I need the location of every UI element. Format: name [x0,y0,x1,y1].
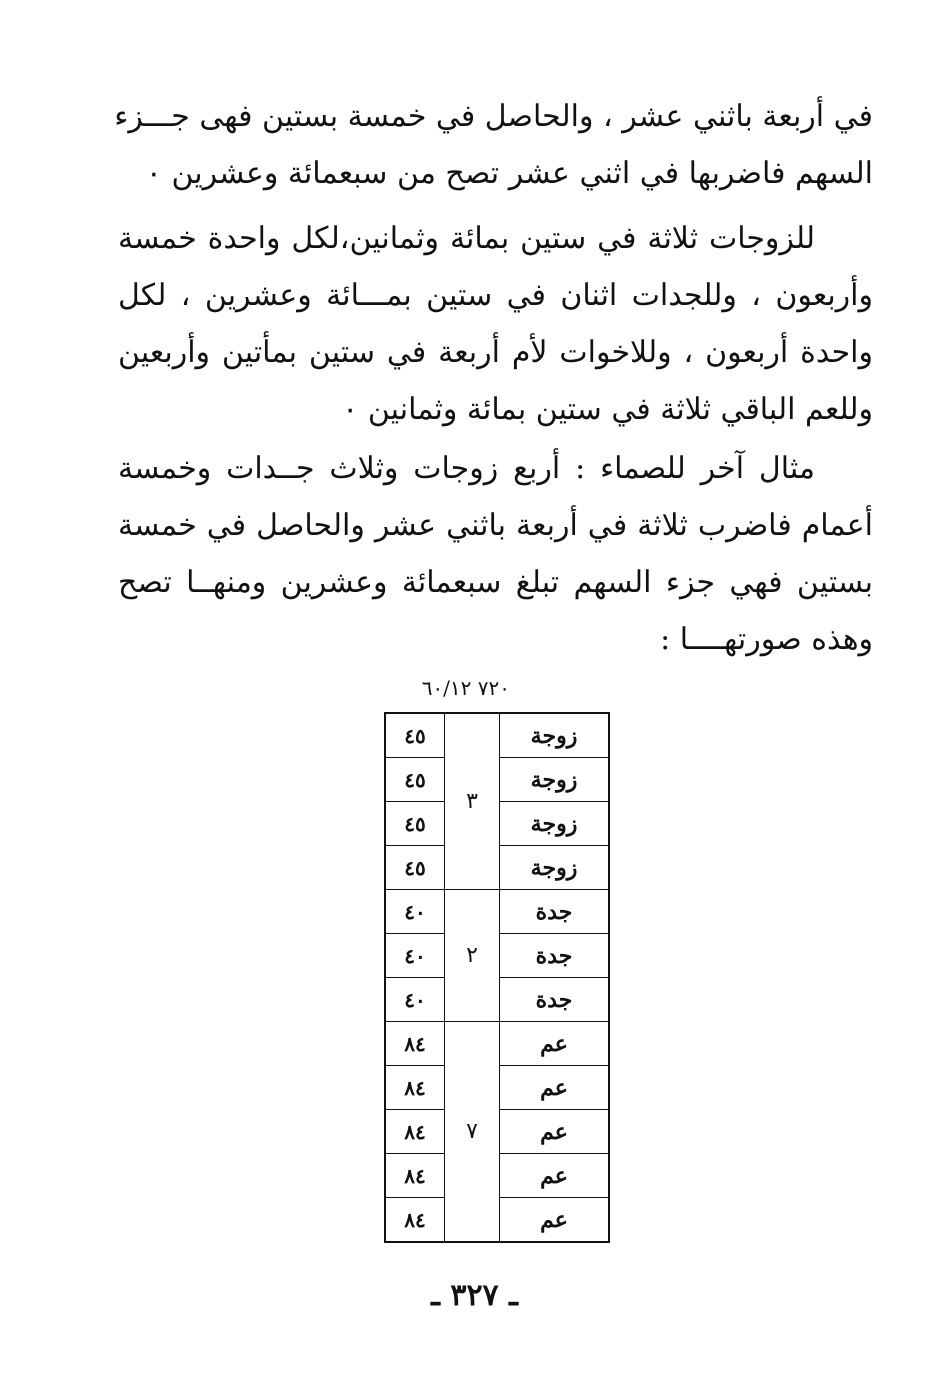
table-row [385,1022,609,1066]
text-line: واحدة أربعون ، وللاخوات لأم أربعة في ستين بمأتين وأربعين [118,335,874,370]
group-count-cell: ٢ [445,890,500,1022]
inheritance-table-wrapper [384,712,610,1243]
page-number: ـ ٣٢٧ ـ [431,1278,518,1313]
table-row [385,713,609,758]
text-line: وأربعون ، وللجدات اثنان في ستين بمـــائة وعشرين ، لكل [118,278,873,313]
table-row [385,890,609,934]
share-cell: ٤٥ [385,802,445,846]
heir-name-cell: زوجة [500,846,610,890]
heir-name-cell: زوجة [500,802,610,846]
text-line: بستين فهي جزء السهم تبلغ سبعمائة وعشرين ومنهــا تصح [118,565,873,600]
share-cell: ٨٤ [385,1198,445,1243]
text-line: وهذه صورتهــــا : [660,622,873,657]
text-line: السهم فاضربها في اثني عشر تصح من سبعمائة وعشرين ٠ [145,156,873,191]
paragraph-3 [118,440,873,668]
text-line: وللعم الباقي ثلاثة في ستين بمائة وثمانين ٠ [342,392,873,427]
heir-name-cell: عم [500,1198,610,1243]
share-cell: ٨٤ [385,1066,445,1110]
heir-name-cell: جدة [500,978,610,1022]
share-cell: ٤٠ [385,978,445,1022]
heir-name-cell: جدة [500,934,610,978]
heir-name-cell: زوجة [500,713,610,758]
share-cell: ٤٥ [385,758,445,802]
text-line: للزوجات ثلاثة في ستين بمائة وثمانين،لكل واحدة خمسة [118,221,815,256]
share-cell: ٨٤ [385,1022,445,1066]
heir-name-cell: عم [500,1110,610,1154]
heir-name-cell: عم [500,1022,610,1066]
share-cell: ٤٥ [385,713,445,758]
paragraph-1 [114,88,873,202]
text-line: مثال آخر للصماء : أربع زوجات وثلاث جــدات وخمسة [118,451,815,486]
group-count-cell: ٣ [445,713,500,890]
inheritance-table [384,712,610,1243]
heir-name-cell: عم [500,1066,610,1110]
share-cell: ٨٤ [385,1110,445,1154]
share-cell: ٤٠ [385,890,445,934]
share-cell: ٤٠ [385,934,445,978]
text-line: في أربعة باثني عشر ، والحاصل في خمسة بستين فهى جـــزء [114,99,873,134]
group-count-cell: ٧ [445,1022,500,1243]
share-cell: ٤٥ [385,846,445,890]
heir-name-cell: عم [500,1154,610,1198]
heir-name-cell: جدة [500,890,610,934]
text-line: أعمام فاضرب ثلاثة في أربعة باثني عشر والحاصل في خمسة [118,508,873,543]
table-header-numbers: ٧٢٠ ٦٠/١٢ [421,676,510,700]
share-cell: ٨٤ [385,1154,445,1198]
paragraph-2 [118,210,873,438]
heir-name-cell: زوجة [500,758,610,802]
